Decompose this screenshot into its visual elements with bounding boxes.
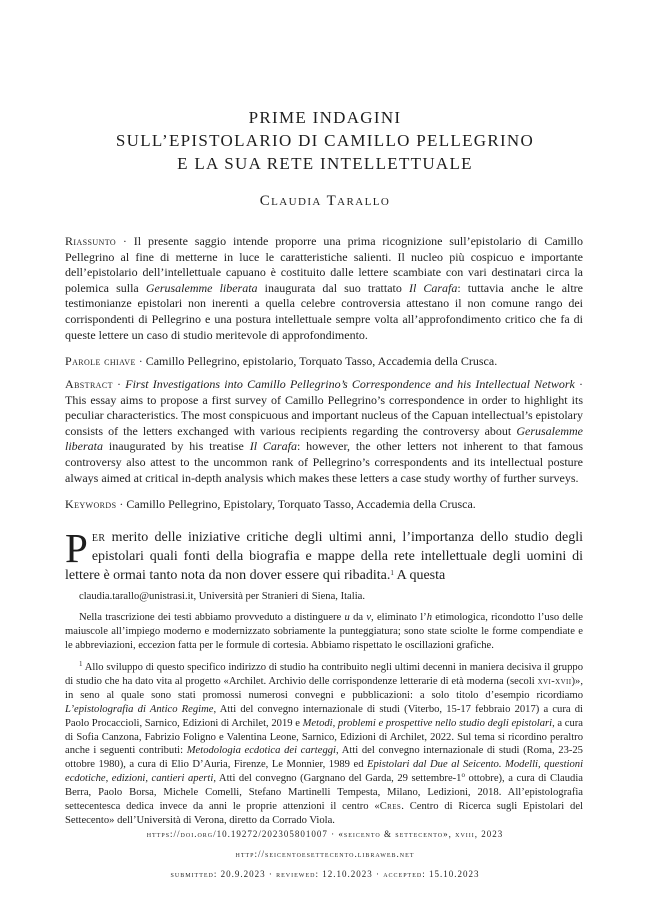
footnote-italic-4: Epistolari dal Due al Seicento. Modelli, questioni ecdotiche, edizioni, cantieri aperti [65, 759, 584, 785]
footnote-text-g: ottobre), a cura di Claudia Berra, Paolo Borsa, Michele Comelli, Stefano Martinelli Tempesta, Milano, Ledizioni, 2018. All’epistolografia settecentesca dedica invece da anni le proprie attenzioni il centro « [65, 773, 583, 813]
note-reference: 1 [390, 569, 394, 577]
abstract-italic-a: Gerusalemme liberata [65, 423, 583, 454]
footnote-text-h: . Centro di Ricerca sugli Epistolari del Settecento» dell’Università di Verona, diretto da Corrado Viola. [65, 801, 583, 826]
article-title-line-2: SULL’EPISTOLARIO DI CAMILLO PELLEGRINO [115, 131, 535, 150]
footnote-italic-2: Metodi, problemi e prospettive nello studio degli epistolari [302, 717, 553, 729]
keywords-line [65, 497, 583, 513]
riassunto-text-a: · Il presente saggio intende proporre una prima ricognizione sull’epistolario di Camillo Pellegrino al fine di metterne in luce le caratteristiche salienti. Il nucleo più cospicuo e importante dell’epistolario dell’intellettuale capuano è costituito dalle lettere scambiate con vari destinatari circa la polemica sulla [65, 234, 583, 295]
footnote-ordinal-sup: o [461, 771, 465, 780]
keywords-text: · Camillo Pellegrino, Epistolary, Torquato Tasso, Accademia della Crusca. [116, 497, 476, 511]
footnote-text-e: , Atti del convegno internazionale di studi (Roma, 23-25 ottobre 1980), a cura di Elio D’Auria, Firenze, Le Monnier, 1989 ed [65, 745, 583, 771]
author-affiliation: claudia.tarallo@unistrasi.it, Università per Stranieri di Siena, Italia. [79, 591, 365, 602]
abstract-label: Abstract [65, 377, 113, 391]
abstract-paragraph [65, 377, 583, 486]
abstract-italic-title: First Investigations into Camillo Pellegrino’s Correspondence and his Intellectual Network [125, 377, 575, 391]
riassunto-paragraph [65, 234, 583, 343]
abstract-text-b: inaugurated by his treatise [103, 439, 250, 454]
website-line: http://seicentoesettecento.libraweb.net [235, 849, 415, 859]
keywords-label: Keywords [65, 497, 117, 511]
transcription-italic-h: h [426, 612, 432, 623]
footnote-italic-3: Metodologia ecdotica dei carteggi [186, 745, 336, 757]
footnote-text-a: Allo sviluppo di questo specifico indirizzo di studio ha contribuito negli ultimi decenni in maniera decisiva il gruppo di studio che ha dato vita al progetto «Archilet. Archivio delle corrispondenze letterarie di età moderna (secoli [65, 662, 583, 687]
footnote-text-b: )», in seno al quale sono stati promossi numerosi convegni e pubblicazioni: a solo titolo d’esempio ricordiamo [65, 675, 583, 701]
abstract-text-a: · This essay aims to propose a first survey of Camillo Pellegrino’s correspondence in order to highlight its peculiar characteristics. The most conspicuous and important nucleus of the Capuan intellectual’s epistolary consists of the letters exchanged with various recipients regarding the controversy about [65, 377, 583, 438]
footnote-text-d: , a cura di Sofia Canzona, Fabrizio Foligno e Valentina Leone, Sarnico, Edizioni di Archilet, 2022. Sul tema si ricordino peraltro anche i seguenti contributi: [65, 717, 583, 757]
submission-dates: submitted: 20.9.2023 · reviewed: 12.10.2023 · accepted: 15.10.2023 [170, 869, 480, 879]
body-first-word: er [91, 530, 106, 545]
transcription-text-b: da [349, 612, 367, 623]
article-title-line-1: PRIME INDAGINI [248, 108, 402, 127]
footnote-centuries: xvi-xvii [537, 675, 572, 687]
riassunto-label: Riassunto [65, 234, 117, 248]
transcription-text-d: etimologica, ricondotto l’uso delle maiuscole all’impiego moderno e modernizzato sobriamente la punteggiatura; sono state sciolte le forme compendiate e le abbreviazioni, eccezion fatta per le formule di cortesia. Abbiamo rispettato le oscillazioni grafiche. [65, 612, 583, 651]
transcription-italic-u: u [344, 612, 350, 623]
transcription-text-a: Nella trascrizione dei testi abbiamo provveduto a distinguere [79, 612, 345, 623]
abstract-italic-b: Il Carafa [249, 439, 297, 454]
drop-cap: P [65, 525, 88, 571]
article-title-line-3: E LA SUA RETE INTELLETTUALE [177, 154, 473, 173]
riassunto-italic-a: Gerusalemme liberata [145, 280, 258, 295]
riassunto-text-b: inaugurata dal suo trattato [257, 280, 409, 295]
footnote-1 [65, 661, 583, 828]
footnote-cres: Cres [379, 801, 402, 813]
abstract-separator: · [112, 377, 126, 391]
author-name: Claudia Tarallo [259, 193, 391, 209]
doi-line: https://doi.org/10.19272/202305801007 · «seicento & settecento», xviii, 2023 [146, 829, 504, 839]
parole-chiave-text: · Camillo Pellegrino, epistolario, Torquato Tasso, Accademia della Crusca. [135, 354, 498, 368]
body-paragraph [65, 525, 583, 585]
footnote-italic-1: L’epistolografia di Antico Regime [65, 703, 214, 715]
abstract-text-c: : however, the other letters not inherent to that famous controversy also attest to the uncommon rank of Pellegrino’s correspondents and its intellectual posture always aimed at critical in-depth analysis which makes these letters a case study worthy of further surveys. [65, 439, 584, 485]
footnote-text-f: , Atti del convegno (Gargnano del Garda, 29 settembre-1 [213, 773, 462, 785]
body-text: merito delle iniziative critiche degli ultimi anni, l’importanza dello studio degli epistolari quali fonti della biografia e mappe della rete intellettuale degli uomini di lettere è ormai tanto nota da non dover essere qui ribadita. [65, 530, 583, 583]
riassunto-italic-b: Il Carafa [408, 280, 458, 295]
footnote-number: 1 [79, 660, 83, 668]
transcription-italic-v: v [366, 612, 372, 623]
transcription-note [65, 611, 583, 653]
parole-chiave-label: Parole chiave [65, 354, 136, 368]
parole-chiave-line [65, 354, 583, 370]
riassunto-text-c: : tuttavia anche le altre testimonianze epistolari non inerenti a quella celebre controversia attestano il non comune rango dei corrispondenti di Pellegrino e una postura intellettuale sempre volta all’approfondimento critico che fa di queste lettere un caso di studio meritevole di approfondimento. [65, 280, 584, 342]
transcription-text-c: , eliminato l’ [371, 612, 427, 623]
footnote-text-c: , Atti del convegno internazionale di studi (Viterbo, 15-17 febbraio 2017) a cura di Paolo Procaccioli, Sarnico, Edizioni di Archilet, 2019 e [65, 703, 583, 729]
body-text-end: A questa [393, 568, 446, 583]
